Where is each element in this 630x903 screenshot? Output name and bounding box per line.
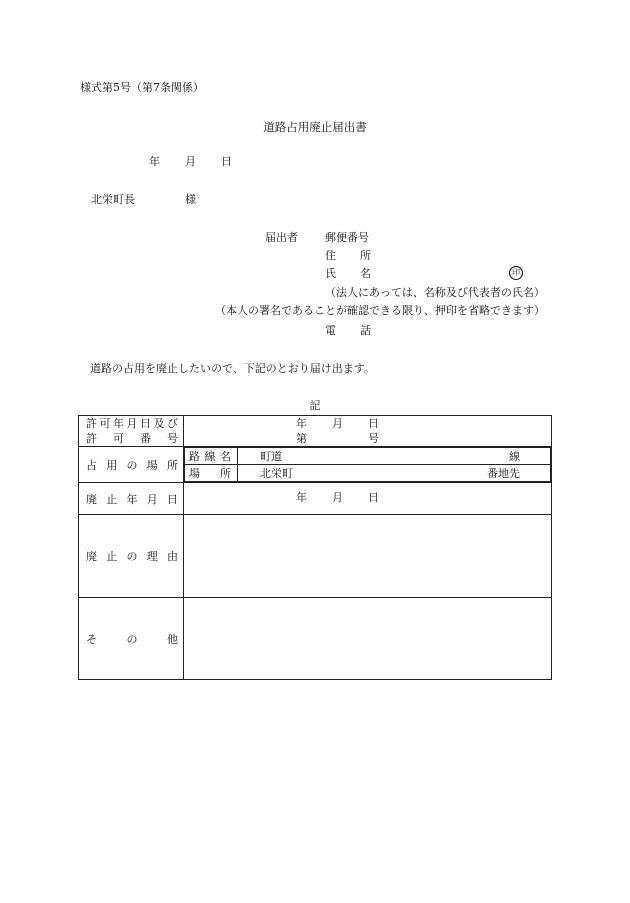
document-title: 道路占用廃止届出書 bbox=[263, 120, 367, 134]
other-row bbox=[79, 598, 552, 680]
ki-heading: 記 bbox=[309, 399, 321, 412]
location-label-cell bbox=[79, 447, 184, 483]
abolition-date-value-cell[interactable] bbox=[184, 483, 552, 515]
abolition-day: 日 bbox=[368, 491, 379, 504]
permit-label-line1: 許 可 年 月 日 及 び bbox=[86, 417, 178, 430]
date-month-label: 月 bbox=[185, 155, 196, 168]
seal-mark: 印 bbox=[509, 266, 523, 280]
route-label: 路 線 名 bbox=[185, 448, 238, 465]
phone-label-1: 電 bbox=[325, 324, 336, 337]
signature-note: （本人の署名であることが確認できる限り、押印を省略できます） bbox=[215, 304, 545, 317]
permit-row bbox=[79, 416, 552, 447]
date-day-label: 日 bbox=[221, 155, 232, 168]
reason-row bbox=[79, 515, 552, 598]
abolition-date-row bbox=[79, 483, 552, 515]
address-label-2: 所 bbox=[360, 249, 371, 262]
abolition-month: 月 bbox=[332, 491, 343, 504]
date-year-label: 年 bbox=[149, 155, 160, 168]
form-table bbox=[78, 415, 552, 680]
abolition-year: 年 bbox=[296, 491, 307, 504]
location-label: 占 用 の 場 所 bbox=[86, 458, 178, 472]
addressee-honorific: 様 bbox=[185, 193, 196, 206]
abolition-date-label: 廃 止 年 月 日 bbox=[86, 492, 178, 506]
reason-label: 廃 止 の 理 由 bbox=[86, 550, 178, 563]
permit-year: 年 bbox=[296, 417, 307, 430]
addressee-name: 北栄町長 bbox=[91, 193, 135, 206]
postal-code-label: 郵便番号 bbox=[325, 231, 369, 244]
name-label-2: 名 bbox=[360, 267, 371, 280]
permit-value-cell[interactable] bbox=[184, 416, 552, 447]
location-row bbox=[79, 447, 552, 483]
address-label-1: 住 bbox=[325, 249, 336, 262]
place-label: 場 所 bbox=[185, 465, 238, 482]
reason-value-cell[interactable] bbox=[184, 515, 552, 598]
phone-label-2: 話 bbox=[360, 324, 371, 337]
applicant-label: 届出者 bbox=[265, 231, 298, 244]
reason-label-cell bbox=[79, 515, 184, 598]
form-number: 様式第5号（第7条関係） bbox=[80, 81, 204, 94]
permit-label-line2: 許 可 番 号 bbox=[86, 432, 178, 445]
body-text: 道路の占用を廃止したいので、下記のとおり届け出ます。 bbox=[90, 362, 375, 375]
permit-day: 日 bbox=[368, 417, 379, 430]
other-label-cell bbox=[79, 598, 184, 680]
permit-month: 月 bbox=[332, 417, 343, 430]
permit-number-suffix: 号 bbox=[368, 432, 379, 445]
place-town: 北栄町 bbox=[260, 467, 293, 480]
route-town: 町道 bbox=[260, 450, 282, 463]
corporation-note: （法人にあっては、名称及び代表者の氏名） bbox=[325, 286, 545, 299]
route-value[interactable] bbox=[238, 448, 551, 465]
place-suffix: 番地先 bbox=[487, 467, 520, 480]
place-value[interactable] bbox=[238, 465, 551, 482]
permit-label-cell bbox=[79, 416, 184, 447]
location-value-cell bbox=[184, 447, 552, 483]
name-label-1: 氏 bbox=[325, 267, 336, 280]
route-suffix: 線 bbox=[509, 450, 520, 463]
abolition-date-label-cell bbox=[79, 483, 184, 515]
permit-number-prefix: 第 bbox=[296, 432, 307, 445]
other-value-cell[interactable] bbox=[184, 598, 552, 680]
other-label: そ の 他 bbox=[86, 632, 178, 646]
